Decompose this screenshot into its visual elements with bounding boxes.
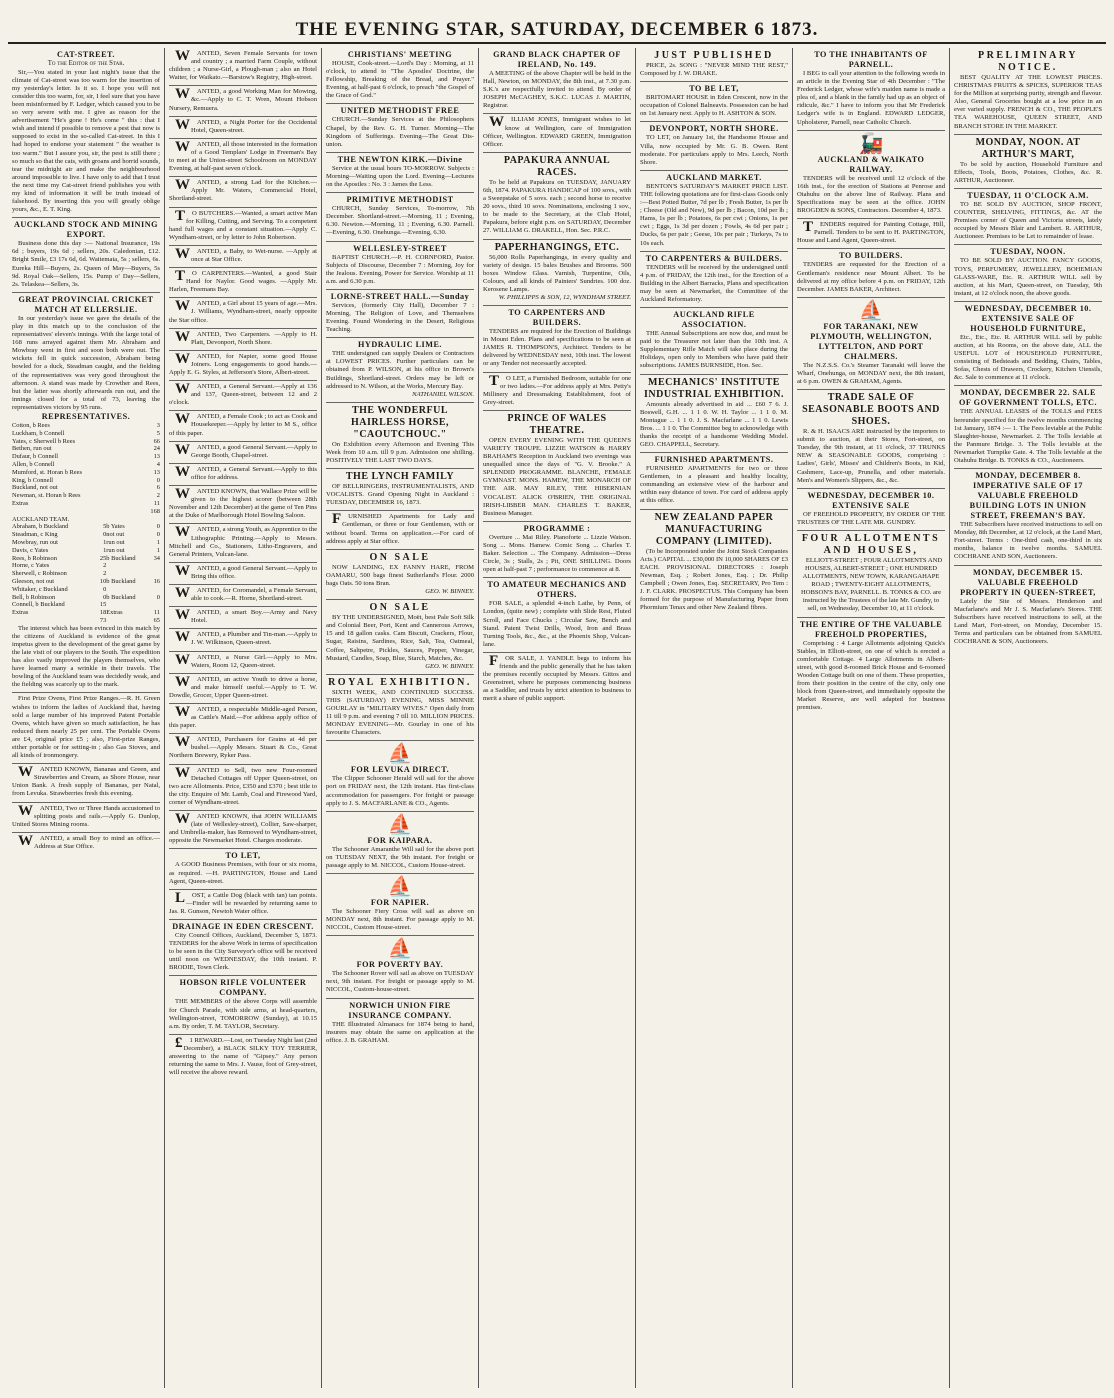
- ad-first-prize-ovens: [12, 693, 160, 764]
- ad-heading: TUESDAY, 11 O'CLOCK A.M.: [967, 190, 1089, 200]
- ad-body: WANTED, a Female Cook ; to act as Cook and Housekeeper.—Apply by letter to M S., office of this paper.: [169, 411, 317, 437]
- hairless-horse-ad: [326, 403, 474, 469]
- table-row: Abraham, b Buckland 5 b Yates 0: [12, 523, 160, 531]
- ad-body: TENDERS will be received until 12 o'clock of the 16th inst., for the erection of Stations at Penrose and Otahuhu on the above line of Railway. Plans and Specifications may be seen at the office. JOHN BROGDEN & SONS, Contractors. December 4, 1873.: [797, 174, 945, 215]
- ad-heading: WEDNESDAY, DECEMBER 10. EXTENSIVE SALE: [807, 490, 935, 510]
- builders-ad: [483, 306, 631, 372]
- table-row: Steadman, c King 0 not out 0: [12, 531, 160, 539]
- table-row: Connell, b Buckland 15: [12, 601, 107, 609]
- ad-body: THE Subscribers have received instructions to sell on Monday, 8th December, at 12 o'clock, at the Land Mart, Fort-street. Terms : One-third cash, one-third in six months, balance in twelve months. SAMUEL COCHRANE AND SON, Auctioneers.: [954, 521, 1102, 561]
- ad-body: City Council Offices, Auckland, December 5, 1873. TENDERS for the above Work in terms of specification to be seen in the City Surveyor's office will be received until noon on WEDNESDAY, the 10th instant. P. BRODIE, Town Clerk.: [169, 931, 317, 972]
- freehold-property-ad: [797, 531, 945, 618]
- ad-body: TO BE SOLD BY AUCTION. FANCY GOODS, TOYS, PERFUMERY, JEWELLERY, BOHEMIAN GLASS-WARE, Etc. R. ARTHUR WILL sell by auction, at his Mart, Queen-street, on Tuesday, 9th instant, at 12 o'clock noon, the above goods.: [954, 257, 1102, 297]
- ship-icon: ⛵: [858, 299, 884, 322]
- ad-heading: TO THE INHABITANTS OF PARNELL.: [814, 50, 928, 69]
- ad-body: WANTED, a smart Boy.—Army and Navy Hotel.: [175, 607, 317, 625]
- table-row: Extras 18 Extras 11: [12, 609, 160, 617]
- taranaki-ship-ad: [797, 298, 945, 390]
- wanted-ad: [169, 411, 317, 441]
- ad-heading: TO CARPENTERS AND BUILDERS.: [508, 308, 606, 328]
- ad-heading: TO BE LET,: [689, 84, 739, 94]
- ad-heading: PAPAKURA ANNUAL RACES.: [503, 154, 611, 178]
- ad-heading: DRAINAGE IN EDEN CRESCENT.: [172, 921, 314, 931]
- kaipara-ship-ad: [326, 812, 474, 874]
- on-sale-ad: [326, 550, 474, 600]
- ad-heading: GRAND BLACK CHAPTER OF IRELAND, No. 149.: [493, 50, 621, 69]
- ad-body: The N.Z.S.S. Co.'s Steamer Taranaki will leave the Wharf, Onehunga, on MONDAY next, the 8th instant, at 6 p.m. OWEN & GRAHAM, Agents.: [797, 361, 945, 385]
- ad-heading: FOR KAIPARA.: [367, 835, 433, 845]
- cricket-closing: The interest which has been evinced in this match by the citizens of Auckland is evidence of the great impetus given to the development of the great game by the late visit of our players to the South. The expedition has also vastly improved the players themselves, who have learned many a wrinkle in their travels. The bowling of the Auckland team was decidedly weak, and the fielding was scarcely up to the mark.: [12, 624, 160, 689]
- table-row: Allen, b Connell 4: [12, 460, 160, 468]
- arthurs-mart-ad: [954, 135, 1102, 189]
- ad-body: THE Illustrated Almanacs for 1874 being to hand, insurers may obtain the same on application at the office. J. B. GRAHAM.: [326, 1020, 474, 1044]
- papakura-races-ad: [483, 153, 631, 240]
- ad-body: To be held at Papakura on TUESDAY, JANUARY 6th, 1874. PAPAKURA HANDICAP of 100 sovs., with a Sweepstake of 5 sovs. each ; second horse to receive 20 sovs., third 10 sovs. Nominations, enclosing 1 sov., to be made to the Secretary, at the Club Hotel, Papakura, before eight p.m. on SATURDAY, December 27. WILLIAM G. DRAKELL, Hon. Sec. P.R.C.: [483, 178, 631, 235]
- mechanics-institute-ad: [640, 375, 788, 454]
- programme-ad: [483, 522, 631, 578]
- column-area: [8, 48, 1106, 1388]
- ad-body: Amounts already advertised in aid ... £60 7 6. J. Boswell, G.H. ... 1 1 0. W. H. Taylor ... 1 1 0. M. Montague ... 1 1 0. J. S. Macfarlane ... 1 1 0. Lewis Bros. ... 1 1 0. The Committee beg to acknowledge with thanks the receipt of a handsome Wedding Model. GEO. CHAPPELL, Secretary.: [640, 400, 788, 448]
- ad-heading: ON SALE: [369, 602, 431, 614]
- ad-heading: ROYAL EXHIBITION.: [328, 676, 472, 688]
- ad-heading: NEW ZEALAND PAPER MANUFACTURING COMPANY (LIMITED).: [654, 511, 774, 547]
- table-row: 73 65: [99, 616, 160, 624]
- rifle-association-ad: [640, 308, 788, 374]
- ad-heading: MECHANICS' INSTITUTE INDUSTRIAL EXHIBITION.: [644, 376, 784, 400]
- ad-body: HOUSE, Cook-street.—Lord's Day : Morning, at 11 o'clock, to attend to "The Apostles' Doctrine, the Fellowship, Breaking of the Bread, and Prayer." Evening, at half-past 6 o'clock, to preach "the Gospel of the Grace of God.": [326, 60, 474, 100]
- norwich-insurance-ad: [326, 999, 474, 1048]
- ad-heading: FOR LEVUKA DIRECT.: [350, 765, 450, 775]
- to-let-ad: [169, 849, 317, 889]
- ad-body: NOW LANDING, EX FANNY HARE, FROM OAMARU, 500 bags finest Sutherland's Flour. 2000 bags Oats. 50 tons Bran.: [326, 563, 474, 587]
- ad-body: Lately the Site of Messrs. Henderson and Macfarlane's and Mr J. S. Macfarlane's Stores. THE Subscribers have received instructions to sell, at the Land Mart, Fort-street, on Monday, December 15. Terms and particulars can be obtained from SAMUEL COCHRANE & SON, Auctioneers.: [954, 597, 1102, 646]
- representatives-heading: REPRESENTATIVES.: [41, 411, 131, 421]
- lost-cattle-ad: [169, 890, 317, 920]
- ad-heading: PRINCE OF WALES THEATRE.: [507, 412, 607, 436]
- lodge-meeting-ad: [483, 48, 631, 114]
- table-row: Newman, st. Horan b Rees 2: [12, 492, 160, 500]
- ad-heading: THE WONDERFUL HAIRLESS HORSE, "CAOUTCHOUC.": [350, 404, 450, 440]
- ad-heading: TRADE SALE OF SEASONABLE BOOTS AND SHOES.: [802, 392, 940, 428]
- table-row: Mowbray, run out 1 run out 1: [12, 538, 160, 546]
- table-row: Rees, b Robinson 25 b Buckland 34: [12, 554, 160, 562]
- ad-body: R. & H. ISAACS ARE instructed by the importers to submit to auction, at their Stores, Fort-street, on Tuesday, the 9th instant, at 11 o'clock, 37 TRUNKS NEW & SEASONABLE GOODS, comprising : Ladies', Girls', Misses' and Children's Boots, in Kid, Cashmere, Lace-up, Prunella, and other materials. Men's and Women's Slippers, &c., &c.: [797, 428, 945, 484]
- ad-heading: FOUR ALLOTMENTS AND HOUSES,: [801, 532, 941, 556]
- ad-small-boy: [12, 833, 160, 854]
- wanted-ad: [169, 298, 317, 328]
- ad-heading: TO BUILDERS.: [839, 251, 903, 261]
- column-5: [636, 48, 793, 1388]
- stock-report-body: Business done this day :— National Insurance, 19s 6d ; buyers, 19s 6d ; sellers, 20s. Caledonian, £12. Bright Smile, £3 17s 6d, 6d. Waitemata, 5s ; sellers, 6s. Eureka Hill—Buyers, 2s. Queen of May—Buyers, 5s 9d. Royal Oak—Sellers, 15s. Pump o' Day—Sellers, 2s. Telaskea—Sellers, 3s.: [12, 240, 160, 288]
- tenders-painting-ad: [797, 219, 945, 249]
- ad-body: FOR SALE, a splendid 4-inch Lathe, by Penn, of London, (quite new) ; complete with Slide Rest, Fluted Scroll, and Face Chucks ; Circular Saw, Bench and Stand. Patent Twist Drills, Wood, Iron and Brass Turning Tools, &c., &c., at the Phoenix Shop, Vulcan-lane.: [483, 600, 631, 648]
- ad-body: WANTED, a General Servant.—Apply to this office for address.: [175, 463, 317, 481]
- ad-body: WANTED, a Girl about 15 years of age.—Mrs. J. Williams, Wyndham-street, nearly opposite the Star office.: [169, 298, 317, 324]
- furnished-apartments-ad: [326, 511, 474, 549]
- cricket-intro: In our yesterday's issue we gave the details of the play in this match up to the conclusion of the representatives' eleven's innings. With the large total of 168 runs arrayed against them Mr. Abraham and Mowbray went in first and soon both were out. The wickets fell in quick succession, Abraham being bowled for a duck, Steadman caught, and the fielding of the representatives was very good throughout the afternoon. A stand was made by Crowther and Rees, but the latter was shortly afterwards run out, and the innings closed for a total of 73, leaving the representatives victors by 95 runs.: [12, 314, 160, 411]
- ad-boy: [12, 803, 160, 833]
- train-icon: 🚂: [858, 132, 884, 155]
- ad-body: ELLIOTT-STREET ; FOUR ALLOTMENTS AND HOUSES, ALBERT-STREET ; ONE HUNDRED ALLOTMENTS, NEW TOWN, KARANGAHAPE ROAD ; TWENTY-EIGHT ALLOTMENTS, HOBSON'S BAY, PARNELL. B. TONKS & CO. are instructed by the Trustees of the late Mr. Gundry, to sell, on Wednesday, December 10, at 11 o'clock.: [800, 556, 943, 613]
- valuable-freehold-ad: [954, 566, 1102, 650]
- ad-heading: LORNE-STREET HALL.—Sunday: [330, 291, 470, 301]
- ad-body: TENDERS required for Painting Cottage, Hill, Parnell. Tenders to be sent to H. PARTINGTON, House and Land Agent, Queen-street.: [797, 219, 945, 245]
- rifle-volunteer-ad: [169, 976, 317, 1034]
- letter-cat-street: [12, 48, 160, 218]
- auckland-table: [12, 523, 160, 624]
- ad-heading: HOBSON RIFLE VOLUNTEER COMPANY.: [179, 978, 307, 998]
- ad-body: FURNISHED Apartments for Lady and Gentleman, or three or four Gentlemen, with or without board. Terms on application.—For card of address apply at Star office.: [326, 511, 474, 545]
- ship-icon: ⛵: [387, 876, 413, 898]
- shop-front-ad: [954, 189, 1102, 245]
- table-row: Gleeson, not out 10 b Buckland 16: [12, 577, 160, 585]
- lynch-family-ad: [326, 469, 474, 511]
- cricket-heading: GREAT PROVINCIAL CRICKET MATCH AT ELLERSLIE.: [18, 294, 154, 314]
- ad-body: THE ANNUAL LEASES of the TOLLS and FEES hereunder specified for the twelve months commencing 1st January, 1874 :— 1. The Fees leviable at the Public Slaughter-house, Newmarket. 2. The Tolls leviable at the Panmure Bridge. 3. The Tolls leviable at the Newmarket Turnpike Gate. 4. The Tolls leviable at the Otahuhu Bridge. B. TONKS & CO., Auctioneers.: [954, 408, 1102, 464]
- wanted-ad: [169, 765, 317, 811]
- ad-body: WANTED, for Coromandel, a Female Servant, able to cook.—R. Horne, Shortland-street.: [175, 584, 317, 603]
- wanted-ad: [169, 48, 317, 86]
- ad-body: OF BELLRINGERS, INSTRUMENTALISTS, AND VOCALISTS. Grand Opening Night in Auckland : TUESDAY, DECEMBER 16, 1873.: [326, 483, 474, 507]
- ad-body: To be sold by auction, Household Furniture and Effects, Tools, Boots, Potatoes, Clothes, &c. R. ARTHUR, Auctioneer.: [954, 160, 1102, 184]
- table-row: Bell, b Robinson 0 b Buckland 0: [12, 593, 160, 601]
- household-furniture-ad: [954, 302, 1102, 387]
- ad-heading: TO CARPENTERS & BUILDERS.: [645, 253, 783, 263]
- william-jones-ad: [483, 114, 631, 152]
- table-row: Whitaker, c Buckland 0: [12, 585, 107, 593]
- ad-body: WANTED, a good General Servant.—Apply to George Booth, Chapel-street.: [175, 441, 317, 459]
- ad-body: WANTED, a strong Lad for the Kitchen.—Apply Mr. Waters, Commercial Hotel, Shortland-street.: [169, 177, 317, 203]
- levuka-ship-ad: [326, 741, 474, 811]
- ad-heading: MONDAY, DECEMBER 15. VALUABLE FREEHOLD PROPERTY IN QUEEN-STREET,: [960, 567, 1096, 597]
- column-2: [165, 48, 322, 1388]
- ad-bananas: [12, 764, 160, 802]
- poverty-bay-ship-ad: [326, 936, 474, 998]
- ad-heading: TO LET,: [225, 851, 261, 861]
- ad-body: WANTED, Purchasers for Grains at 4d per bushel.—Apply Messrs. Stuart & Co., Great Northern Brewery, Ryker Pass.: [169, 734, 317, 760]
- table-row: Sherwell, c Robinson 2: [12, 570, 107, 578]
- ad-body: Service at the usual hours TO-MORROW. Subjects : Morning—Waiting upon the Lord. Evening—Lectures on the Apostles : No. 3 : James the Less.: [326, 164, 474, 189]
- ad-body: TO CARPENTERS.—Wanted, a good Stair Hand for Naylor. Good wages. —Apply Mr. Harlen, Freemans Bay.: [169, 268, 317, 294]
- wanted-ad: [169, 524, 317, 562]
- ad-heading: AUCKLAND & WAIKATO RAILWAY.: [817, 154, 925, 174]
- ad-body: THE MEMBERS of the above Corps will assemble for Church Parade, with side arms, at head-quarters, Wellington-street, TOMORROW (Sunday), at 10.15 a.m. By order, T. M. TAYLOR, Secretary.: [169, 998, 317, 1030]
- column-6: [793, 48, 950, 1388]
- just-published-ad: [640, 48, 788, 82]
- paperhangings-ad: [483, 240, 631, 307]
- ad-body: Etc., Etc., Etc. R. ARTHUR WILL sell by public auction, at his Rooms, on the above date, ALL the USEFUL LOT of HOUSEHOLD FURNITURE, consisting of Bedsteads and Bedding, Chairs, Tables, Sofas, Chests of Drawers, Crockery, Kitchen Utensils, &c. Sale to commence at 11 o'clock.: [954, 333, 1102, 382]
- ad-heading: ON SALE: [369, 551, 431, 563]
- ad-body: Services, (formerly City Hall), December 7 : Morning, The Religion of Love, and Themselves Evening. Found Wondering in the Desert, Religious Teaching.: [326, 301, 474, 334]
- table-row: Davis, c Yates 1 run out 1: [12, 546, 160, 554]
- cricket-report: [12, 293, 160, 694]
- ad-body: £1 REWARD.—Lost, on Tuesday Night last (2nd December), a BLACK SILKY TOY TERRIER, answering to the name of "Gipsey." Any person returning the same to Mrs. J. Vause, foot of Grey-street, will receive the above reward.: [169, 1034, 317, 1077]
- ad-heading: TO AMATEUR MECHANICS AND OTHERS.: [487, 580, 627, 600]
- drainage-ad: [169, 920, 317, 976]
- ad-body: I BEG to call your attention to the following words in an article in the Evening Star of 4th December : "The Frederick Ledger, whose wife's maiden name is made a plea of, and a blank in the family had up as an object of ridicule, &c." I have to inform you that Mr Frederick Ledger's wife is in England. EDWARD LEDGER, Upholsterer, Parnell, near Catholic Church.: [797, 70, 945, 126]
- napier-ship-ad: [326, 874, 474, 936]
- stock-report-heading: AUCKLAND STOCK AND MINING EXPORT.: [13, 220, 159, 240]
- ad-body: FOR SALE, J. YANDLE begs to inform his friends and the public generally that he has taken the premises recently occupied by Messrs. Gittos and Greenstreet, where he purposes commencing business as a Saddler, and trusts by strict attention to business to merit a share of public support.: [483, 652, 631, 703]
- ad-body: LOST, a Cattle Dog (black with tan) tan points.—Finder will be rewarded by returning same to Jas. R. Gunson, Newtoh Water office.: [169, 889, 317, 915]
- extensive-sale-ad: [797, 489, 945, 531]
- ad-body: TENDERS will be received by the undersigned until 4 p.m. of FRIDAY, the 12th inst., for the Erection of a Building in the Albert Barracks, Plans and specification may be seen at Newmarket, the Committee of the Auckland Reformatory.: [640, 263, 788, 303]
- wanted-ad: [169, 607, 317, 629]
- wanted-ad: [169, 563, 317, 585]
- ad-heading: FOR NAPIER.: [370, 898, 430, 907]
- table-row: Horne, c Yates 2: [12, 562, 107, 570]
- ad-body: WANTED, a Plumber and Tin-man.—Apply to J. W. Wilkinson, Queen-street.: [175, 629, 317, 647]
- prince-of-wales-theatre-ad: [483, 411, 631, 522]
- tenders-builders-ad: [640, 252, 788, 308]
- table-row: AUCKLAND TEAM.: [12, 515, 70, 523]
- ad-body: WANTED, Two or Three Hands accustomed to splitting posts and rails.—Apply G. Dunlop, United Stores Mining rooms.: [12, 802, 160, 828]
- ad-body: The Schooner Amaranthe Will sail for the above port on TUESDAY NEXT, the 9th instant. For freight or passage apply to M. NICCOL, Custom House-street.: [326, 845, 474, 869]
- ad-body: TO BE SOLD BY AUCTION, SHOP FRONT, COUNTER, SHELVING, FITTINGS, &c. AT the Premises corner of Queen and Victoria streets, lately occupied by Messrs Blair and Lambert. R. ARTHUR, Auctioneer. Premises to be Let to remainder of lease.: [954, 200, 1102, 241]
- letter-address: To the Editor of the Star.: [47, 60, 125, 67]
- ad-heading: FURNISHED APARTMENTS.: [654, 455, 774, 465]
- trade-sale-ad: [797, 390, 945, 489]
- ad-body: WANTED, all those interested in the formation of a Good Templars' Lodge in Freeman's Bay to meet at the Union-street Schoolroom on MONDAY Evening, at half-past seven o'clock.: [169, 138, 317, 173]
- ad-heading: CHRISTIANS' MEETING: [347, 50, 453, 59]
- ad-body: WANTED to Sell, two new Four-roomed Detached Cottages off Upper Queen-street, on two acre Allotments. Price, £350 and £370 ; best title to the city. Enquire of Mr. Lamb, Coal and Firewood Yard, corner of Wyndham-street.: [169, 764, 317, 806]
- ad-body: WANTED, a respectable Middle-aged Person, as Cattle's Maid.—For address apply office of this paper.: [169, 704, 317, 730]
- ad-body: The Schooner Fiery Cross will sail as above on MONDAY next, 8th instant. For passage apply to M. NICCOL, Custom House-street.: [326, 908, 474, 932]
- ad-body: TO BUTCHERS.—Wanted, a smart active Man for Killing, Cutting, and Serving. To a competent hand full wages and a constant situation.—Apply C. Wyndham-street, or by letter to John Robertson.: [169, 207, 317, 241]
- ad-heading: TUESDAY, NOON.: [990, 247, 1066, 257]
- ad-body: Comprising : 4 Large Allotments adjoining Quick's Stables, in Elliott-street, on one of which is erected a comfortable Cottage. 4 Large Allotments in Albert-street, with good 8-roomed Brick House and 6-roomed Wooden Cottage built on one of them. These properties, from their position in the centre of the city, only one block from Queen-street, and immediately opposite the Market Reserve, are well adapted for business premises.: [797, 639, 945, 712]
- ad-body: WANTED, a Night Porter for the Occidental Hotel, Queen-street.: [175, 116, 317, 134]
- wanted-ad: [169, 652, 317, 674]
- table-row: King, b Connell 0: [12, 476, 160, 484]
- ad-heading: PAPERHANGINGS, ETC.: [494, 241, 620, 253]
- ad-body: WANTED, Two Carpenters. —Apply to H. Platt, Devonport, North Shore.: [175, 328, 317, 346]
- table-row: 168: [150, 507, 160, 515]
- wanted-ad: [169, 208, 317, 246]
- ship-icon: ⛵: [387, 938, 413, 961]
- ad-body: OPEN EVERY EVENING WITH THE QUEEN'S VARIETY TROUPE. LIZZIE WATSON & HARRY BRAHAM'S Reception in Auckland two evenings was unequalled since the days of "G. V. Brooke." A SPLENDID PROGRAMME. BLANCHE, FEMALE GYMNAST. MONS. HAMEW, THE MONARCH OF THE AIR. MAY RILEY, THE HIBERNIAN VOCALIST. ALICK O'BRIEN, THE ORIGINAL IRISH-LIBBER MAN. CHARLES T. BAKER, Business Manager.: [483, 436, 631, 517]
- christians-meeting-ad: [326, 48, 474, 104]
- ad-signature: GEO. W. BINNEY.: [425, 662, 474, 670]
- freehold-building-lots-ad: [954, 469, 1102, 565]
- ad-body: WANTED, for Napier, some good House Joiners. Long engagements to good hands.—Apply E. G. Styles, at Jefferson's Store, Albert-street.: [169, 350, 317, 376]
- ad-heading: THE LYNCH FAMILY: [345, 471, 455, 483]
- ad-body: The Schooner Rover will sail as above on TUESDAY next, 9th instant. For freight or passage apply to M. NICCOL, Custom-house-street.: [326, 970, 474, 994]
- wanted-ad: [169, 177, 317, 207]
- ad-heading: WELLESLEY-STREET: [353, 243, 447, 253]
- ad-heading: AUCKLAND RIFLE ASSOCIATION.: [673, 310, 755, 330]
- ad-body: WANTED, an active Youth to drive a horse, and make himself useful.—Apply to T. W. Dowdle, Grocer, Upper Queen-street.: [169, 673, 317, 699]
- ad-body: TENDERS are requested for the Erection of a Gentleman's residence near Mount Albert. To be delivered at my office before 4 p.m. on FRIDAY, 12th December. JAMES BAKER, Architect.: [797, 261, 945, 293]
- ad-body: (To be Incorporated under the Joint Stock Companies Acts.) CAPITAL ... £30,000 IN 10,000 SHARES OF £3 EACH. PROVISIONAL DIRECTORS : Joseph Newman, Esq. ; Robert Jones, Esq. ; Dr. Philip Campbell ; Owen Jones, Esq. SECRETARY, Pro Tem : J. F. CLARK. PROSPECTUS. This Company has been formed for the purpose of Manufacturing Paper from Phormium Tenax and other New Zealand fibres.: [640, 547, 788, 612]
- ad-body: BENTON'S SATURDAY'S MARKET PRICE LIST. THE following quotations are for first-class Goods only :—Best Potted Butter, 7d per lb ; Fresh Butter, 1s per lb ; Cheese (Old and New), 9d per lb ; Bacon, 10d per lb ; Hams, 1s per lb ; Potatoes, 6s per cwt ; Onions, 1s per cwt ; Eggs, 1s 3d per dozen ; Fowls, 4s 6d per pair ; Ducks, 6s per pair ; Geese, 10s per pair ; Turkeys, 7s to 10s each.: [640, 182, 788, 247]
- wanted-ad: [169, 629, 317, 651]
- column-1: [8, 48, 165, 1388]
- furnished-apartments-ad-2: [640, 453, 788, 509]
- table-row: Extras 11: [12, 499, 160, 507]
- wanted-ad: [169, 674, 317, 704]
- page-masthead: THE EVENING STAR, SATURDAY, DECEMBER 6 1873.: [8, 18, 1106, 44]
- wanted-ad: [169, 351, 317, 381]
- ad-heading: THE NEWTON KIRK.—Divine: [337, 154, 463, 164]
- britomart-house-ad: [640, 82, 788, 122]
- wanted-ad: [169, 464, 317, 486]
- ad-body: SIXTH WEEK, AND CONTINUED SUCCESS. THIS (SATURDAY) EVENING, MISS MINNIE GOURLAY in "MILITARY WIVES." Open daily from 11 till 9 p.m. and evening 7 till 10. MILLION PRICES. MONDAY EVENING—Mr. Gourlay in one of his favourite Characters.: [326, 688, 474, 737]
- preliminary-notice-ad: [954, 48, 1102, 135]
- ad-body: FURNISHED APARTMENTS for two or three Gentlemen, in a pleasant and healthy locality, commanding an extensive view of the harbour and within easy distance of town. For card of address apply at this office.: [640, 465, 788, 505]
- wanted-ad: [169, 139, 317, 177]
- ad-body: WANTED, a Baby, to Wet-nurse. —Apply at once at Star Office.: [175, 245, 317, 263]
- ad-body: WANTED, a good General Servant.—Apply to Bring this office.: [175, 562, 317, 580]
- letter-heading: CAT-STREET.: [57, 50, 115, 59]
- methodist-church-ad: [326, 104, 474, 152]
- ad-body: A GOOD Business Premises, with four or six rooms, as required. —H. PARTINGTON, House and Land Agent, Queen-street.: [169, 861, 317, 885]
- wanted-ad: [169, 329, 317, 351]
- ad-heading: AUCKLAND MARKET.: [666, 172, 762, 182]
- ad-body: WANTED, a Nurse Girl.—Apply to Mrs. Waters, Room 12, Queen-street.: [175, 651, 317, 669]
- ad-body: WANTED, a General Servant.—Apply at 136 and 137, Queen-street, between 12 and 2 o'clock.: [169, 381, 317, 407]
- ad-body: First Prize Ovens, First Prize Ranges.—R. H. Green wishes to inform the ladies of Auckland that, having sold a large number of his improved Patent Portable Ovens, which have given so much satisfaction, he has reduced them nearly 25 per cent. The Portable Ovens are £4, original price £5 ; also, First-prize Ranges, either portable or for setting-in ; also Gas Stoves, and all kinds of ironmongery.: [12, 695, 160, 760]
- wanted-ad: [169, 86, 317, 116]
- wanted-ad: [169, 734, 317, 764]
- ad-body: Overture ... Mai Riley. Pianoforte ... Lizzie Watson. Song ... Mons. Hamew. Comic Song ... Charles T. Baker. Selection ... The Company. Admission—Dress Circle, 3s ; Stalls, 2s ; Pit, ONE SHILLING. Doors open at half-past 7 ; performance to commence at 8.: [483, 533, 631, 574]
- ad-signature: GEO. W. BINNEY.: [425, 588, 474, 596]
- ad-body: The Clipper Schooner Herald will sail for the above port on FRIDAY next, the 12th instant. Has first-class accommodation for passengers. For freight or passage apply to J. S. MACFARLANE & CO., Agents.: [326, 775, 474, 807]
- reward-ad: [169, 1035, 317, 1080]
- ad-body: THE undersigned can supply Dealers or Contractors at LOWEST PRICES. Further particulars can be obtained from P. WILSON, at his office in Brown's Buildings, Shortland-street. Orders may be left or addressed to N. Wilson, at the Works, Mercury Bay.: [326, 350, 474, 390]
- ship-icon: ⛵: [387, 743, 413, 766]
- ship-icon: ⛵: [387, 813, 413, 836]
- devonport-ad: [640, 122, 788, 170]
- ad-heading: DEVONPORT, NORTH SHORE.: [649, 124, 779, 134]
- ad-body: TO LET, on January 1st, the Handsome House and Villa, now occupied by Mr. G. B. Owen. Rent moderate. For particulars apply to Mrs. Leech, North Shore.: [640, 134, 788, 166]
- ad-body: OF FREEHOLD PROPERTY, BY ORDER OF THE TRUSTEES OF THE LATE MR. GUNDRY.: [797, 510, 945, 526]
- ad-body: WILLIAM JONES, Immigrant wishes to let know at Wellington, care of Immigration Officer, Wellington. EDWARD GREEN, Immigration Officer.: [483, 114, 631, 148]
- table-row: Buckland, not out 6: [12, 484, 160, 492]
- to-amateur-mechanics-ad: [483, 578, 631, 653]
- ad-body: 56,000 Rolls Paperhangings, in every quality and variety of design. 15 bales Brushes and Brooms. 500 boxes Window Glass. Varnish, Turpentine, Oils, Colours, and all kinds of Painters' Sundries. 100 doz. Kerosene Lamps.: [483, 253, 631, 293]
- ad-body: WANTED KNOWN, that Wallace Prize will be given to the highest scorer (between 28th November and 12th December) at the game of Ten Pins at the Duke of Marlborough Hotel Bowling Saloon.: [169, 486, 318, 520]
- ad-body: WANTED KNOWN, that JOHN WILLIAMS (late of Wellesley-street), Collier, Saw-sharper, and Umbrella-maker, has Removed to Wyndham-street, opposite the Newmarket Hotel. Charges moderate.: [169, 811, 317, 845]
- ad-heading: FOR POVERTY BAY.: [356, 960, 444, 970]
- table-row: Yates, c Sherwell b Rees 66: [12, 437, 160, 445]
- ad-body: BY THE UNDERSIGNED, Moët, best Pale Soft Silk and Colonial Beer, Port, Kent and Cannerous Arrows, 15 and 18 gallon casks. Cam Biscuit, Crackers, Flour, Sugar, Raisins, Sardines, Rice, Salt, Tea, Oatmeal, Coffee, Saltpetre, Pickles, Sauces, Pepper, Vinegar, Mustard, Candles, Soap, Blue, Starch, Matches, &c.: [326, 614, 474, 662]
- ad-signature: NATHANIEL WILSON.: [412, 390, 474, 398]
- wellesley-street-ad: [326, 242, 474, 290]
- wanted-ad: [169, 585, 317, 607]
- ad-heading: MONDAY, NOON. AT ARTHUR'S MART,: [975, 136, 1081, 160]
- railway-ad: [797, 131, 945, 219]
- royal-exhibition-ad: [326, 675, 474, 742]
- ad-body: CHURCH.—Sunday Services at the Philosophers Chapel, by the Rev. G. H. Turner. Morning—The Kingdom of Sufferings. Evening—The Great Dis-union.: [326, 116, 474, 148]
- ad-body: WANTED, a small Boy to mind an office.—Address at Star Office.: [18, 832, 160, 850]
- primitive-methodist-ad: [326, 193, 474, 241]
- table-row: Cotton, b Rees 3: [12, 421, 160, 429]
- fancy-goods-ad: [954, 245, 1102, 301]
- ad-body: WANTED, a good Working Man for Mowing, &c.—Apply to C. T. Wren, Mount Hobson Nursery, Remuera.: [169, 86, 317, 112]
- ad-body: BEST QUALITY AT THE LOWEST PRICES. CHRISTMAS FRUITS & SPICES, SUPERIOR TEAS for the Million at surprising purity, strength and flavour. Also, General Groceries bought at a low price in an ever varied supply. FRENCH & CO., THE PEOPLE'S TEA WAREHOUSE, QUEEN STREET, AND BRANCH STORE IN THE MARKET.: [954, 74, 1102, 130]
- ad-body: WANTED, a strong Youth, as Apprentice to the Lithographic Printing.—Apply to Messrs. Mitchell and Co., Stationers, Litho-Engravers, and General Printers, Vulcan-lane.: [169, 524, 317, 558]
- ad-heading: MONDAY, DECEMBER 8. IMPERATIVE SALE OF 17 VALUABLE FREEHOLD BUILDING LOTS IN UNION STREET, FREEMAN'S BAY.: [969, 471, 1087, 521]
- on-sale-ad-2: [326, 600, 474, 675]
- table-row: Luckham, b Connell 5: [12, 429, 160, 437]
- ad-heading: WEDNESDAY, DECEMBER 10. EXTENSIVE SALE OF HOUSEHOLD FURNITURE,: [964, 303, 1092, 333]
- ad-heading: FOR TARANAKI, NEW PLYMOUTH, WELLINGTON, LYTTELTON, AND PORT CHALMERS.: [810, 321, 932, 361]
- government-tolls-ad: [954, 386, 1102, 469]
- letter-body: Sir,—You stated in your last night's issue that the climate of Cat-street was too warm for the insertion of my yesterday's letter. Is it so. I hope you will not consider this too warm, for, sir, I feel sure that you have been misinformed by F. Ledger, which caused you to be so very severe with me. I give as reason for the advertisement "He's gone ! He's come " this : that I wish and intend if possible to remove a pest that now is supposed to exist in the so-called Cat-street. In this I had hoped to endorse your statement " the weather is too warm." But I assure you, sir, the pest is still there ; so much so that the cats, with groans and horrid sounds, tear the midnight air and make the neighbourhood around impossible to live. I have only to add that I trust the next time my Cat-street friend publishes you with my kind of information it will be truth instead of falsehood. By inserting this you will greatly oblige yours, &c., E. T. King.: [12, 68, 160, 214]
- ad-body: WANTED, Seven Female Servants for town and country ; a married Farm Couple, without children ; a Nurse-Girl, a Plough-man ; also an Hotel Waiter, for Waikato.—Barstow's Registry, High-street.: [169, 48, 317, 82]
- ad-body: BAPTIST CHURCH.—P. H. CORNFORD, Pastor. Subjects of Discourse, December 7 : Morning, Joy for the Jealous. Evening, Power for Service. Worship at 11 a.m. and 6.30 p.m.: [326, 253, 474, 285]
- nz-paper-company-ad: [640, 510, 788, 616]
- ad-heading: HYDRAULIC LIME.: [358, 340, 442, 350]
- entire-freehold-ad: [797, 618, 945, 716]
- parnell-inhabitants-ad: [797, 48, 945, 131]
- ad-body: A MEETING of the above Chapter will be held in the Hall, Newton, on MONDAY, the 8th inst., at 7.30 p.m. S.K.'s are respectfully invited to attend. By order of JOSEPH McCAGHEY, S.K.C. LUCAS J. MARTIN, Registrar.: [483, 70, 631, 110]
- newton-kirk-ad: [326, 153, 474, 193]
- ad-heading: THE ENTIRE OF THE VALUABLE FREEHOLD PROPERTIES,: [799, 619, 943, 639]
- lorne-street-hall-ad: [326, 290, 474, 338]
- ad-heading: PRIMITIVE METHODIST: [346, 195, 454, 205]
- ad-body: On Exhibition every Afternoon and Evening This Week from 10 a.m. till 9 p.m. Admission one shilling. POSITIVELY THE LAST TWO DAYS.: [326, 440, 474, 464]
- column-4: [479, 48, 636, 1388]
- wanted-ad: [169, 117, 317, 139]
- auckland-market-ad: [640, 171, 788, 252]
- representatives-table: [12, 422, 160, 523]
- table-row: Mumford, st. Horan b Rees 13: [12, 468, 160, 476]
- for-sale-ad: [483, 653, 631, 707]
- ad-heading: JUST PUBLISHED: [654, 50, 774, 61]
- ad-body: TENDERS are required for the Erection of Buildings in Mount Eden. Plans and specifications to be seen at JAMES R. THOMPSON'S, Architect. Tenders to be delivered by WEDNESDAY next, 10th inst. The lowest or any Tender not necessarily accepted.: [483, 328, 631, 368]
- ad-signature: W. PHILLIPPS & SON, 12, WYNDHAM STREET.: [498, 293, 631, 301]
- table-row: Bethen, run out 24: [12, 445, 160, 453]
- ad-body: THE Annual Subscriptions are now due, and must be paid to the Treasurer not later than the 10th inst. A Supplementary Rifle Match will take place during the Holidays, open only to Members who have paid their subscriptions. JAMES BURNSIDE, Hon. Sec.: [640, 330, 788, 370]
- ad-heading: NORWICH UNION FIRE INSURANCE COMPANY.: [348, 1000, 452, 1020]
- ad-heading: PROGRAMME :: [523, 523, 591, 533]
- column-7: [950, 48, 1106, 1388]
- wanted-ad: [169, 246, 317, 268]
- stock-report: [12, 218, 160, 293]
- ad-body: PRICE, 2s. SONG : "NEVER MIND THE REST," Composed by J. W. DRAKE.: [640, 62, 788, 78]
- to-let-bedroom-ad: [483, 373, 631, 411]
- wanted-ad: [169, 442, 317, 464]
- column-3: [322, 48, 479, 1388]
- wanted-ad: [169, 486, 317, 524]
- wanted-ad: [169, 811, 317, 849]
- ad-heading: MONDAY, DECEMBER 22. SALE OF GOVERNMENT TOLLS, ETC.: [959, 388, 1097, 408]
- to-builders-ad: [797, 249, 945, 297]
- ad-body: TO LET, a Furnished Bedroom, suitable for one or two ladies.—For address apply at Mrs. Petty's Millinery and Dressmaking Establishment, foot of Grey-street.: [483, 372, 631, 406]
- wanted-ad: [169, 704, 317, 734]
- hydraulic-lime-ad: [326, 338, 474, 403]
- ad-body: CHURCH, Sunday Services, To-morrow, 7th December. Shortland-street.—Morning, 11 ; Evening, 6.30. Newton.—Morning, 11 ; Evening, 6.30. Parnell.—Evening, 6.30. Onehunga.—Evening, 6.30.: [326, 205, 474, 237]
- ad-heading: UNITED METHODIST FREE: [340, 106, 460, 116]
- wanted-ad: [169, 381, 317, 411]
- ad-body: WANTED KNOWN, Bananas and Green, and Strawberries and Cream, as Shore House, near Union Bank. A fresh supply of Bananas, per Natal, from Levuka. Strawberries fresh this evening.: [12, 764, 160, 798]
- ad-body: BRITOMART HOUSE in Eden Crescent, now in the occupation of Colonel Balneavis. Possession can be had on 1st January next. Apply to H. ASHTON & SON.: [640, 94, 788, 118]
- table-row: Dufaur, b Connell 13: [12, 453, 160, 461]
- wanted-ad: [169, 268, 317, 298]
- ad-heading: PRELIMINARY NOTICE.: [978, 50, 1078, 73]
